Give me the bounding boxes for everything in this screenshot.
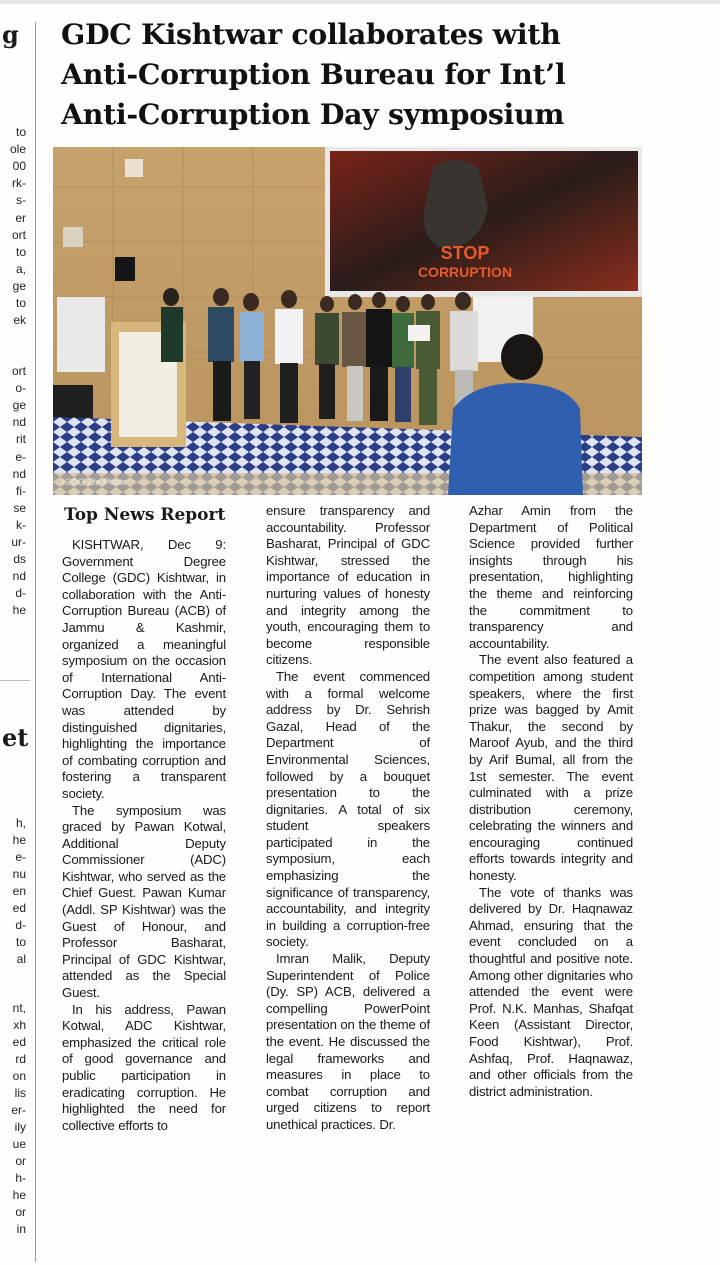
adjacent-text-fragment: h-	[15, 1171, 26, 1185]
adjacent-text-fragment: er-	[11, 1103, 26, 1117]
adjacent-text-fragment: lis	[14, 1086, 26, 1100]
adjacent-text-fragment: d-	[15, 918, 26, 932]
adjacent-text-fragment: er	[15, 210, 26, 225]
adjacent-text-fragment: ort	[11, 227, 26, 242]
adjacent-heading-fragment: et	[2, 723, 29, 752]
article-paragraph: Azhar Amin from the Department of Political Science provided further insights through his presentation, highlighting the theme and reinforcing the commitment to transparency and accountability.	[469, 503, 633, 651]
top-rule	[0, 0, 720, 4]
adjacent-text-fragment: nt,	[12, 1001, 26, 1015]
article-headline	[61, 14, 661, 134]
adjacent-text-fragment: nu	[12, 867, 26, 881]
adjacent-text-fragment: ds	[13, 552, 26, 567]
article-paragraph: The event commenced with a formal welcome address by Dr. Sehrish Gazal, Head of the Department of Environmental Sciences, followed by a bouquet presentation to the dignitaries. A total of six student speakers participated in the symposium, each emphasizing the significance of transparency, accountability, and integrity in building a corruption-free society.	[266, 668, 430, 950]
article-paragraph: The symposium was graced by Pawan Kotwal, Additional Deputy Commissioner (ADC) Kishtwar, who served as the Chief Guest. Pawan Kumar (Addl. SP Kishtwar) was the Guest of Honour, and Professor Basharat, Principal of GDC Kishtwar, attended as the Special Guest.	[62, 802, 226, 1001]
adjacent-text-fragment: 00	[12, 159, 26, 174]
adjacent-text-fragment: ge	[12, 398, 26, 413]
headline-line-2: Anti-Corruption Bureau for Int’l	[61, 57, 566, 91]
adjacent-text-fragment: or	[15, 1154, 26, 1168]
article-paragraph: The vote of thanks was delivered by Dr. Haqnawaz Ahmad, ensuring that the event concluded on a thoughtful and positive note. Among other dignitaries who attended the event were Prof. N.K. Manhas, Shafqat Keen (Assistant Director, Food Kishtwar), Prof. Ashfaq, Prof. Haqnawaz, and other officials from the district administration.	[469, 884, 633, 1099]
adjacent-text-fragment: al	[16, 952, 26, 966]
headline-line-1: GDC Kishtwar collaborates with	[61, 17, 561, 51]
adjacent-text-fragment: e-	[15, 449, 26, 464]
adjacent-text-fragment: se	[13, 500, 26, 515]
event-photo-illustration	[53, 147, 642, 495]
article-column-3	[469, 503, 633, 1100]
adjacent-text-fragment: rit	[16, 432, 26, 447]
adjacent-text-fragment: nd	[12, 466, 26, 481]
adjacent-text-fragment: nd	[12, 415, 26, 430]
adjacent-text-fragment: in	[16, 1222, 26, 1236]
adjacent-text-fragment: rk-	[12, 176, 26, 191]
adjacent-text-fragment: on	[12, 1069, 26, 1083]
article-column-2	[266, 503, 430, 1134]
column-divider	[35, 22, 36, 1262]
adjacent-text-fragment: xh	[13, 1018, 26, 1032]
adjacent-text-fragment: ily	[14, 1120, 26, 1134]
adjacent-text-fragment: ek	[13, 313, 26, 328]
adjacent-text-fragment: a,	[15, 261, 26, 276]
screen-banner-line-2: CORRUPTION	[417, 264, 513, 280]
adjacent-text-fragment: ue	[12, 1137, 26, 1151]
event-photo	[53, 147, 642, 495]
adjacent-text-fragment: ed	[12, 1035, 26, 1049]
adjacent-text-fragment: rd	[15, 1052, 26, 1066]
article-paragraph: In his address, Pawan Kotwal, ADC Kishtwar, emphasized the critical role of good governance and public participation in eradicating corruption. He highlighted the need for collective efforts to	[62, 1001, 226, 1133]
adjacent-text-fragment: he	[12, 833, 26, 847]
adjacent-text-fragment: ed	[12, 901, 26, 915]
adjacent-text-fragment: to	[15, 935, 26, 949]
adjacent-rule	[0, 680, 30, 681]
adjacent-article-fragment	[0, 0, 34, 1265]
article-paragraph: Imran Malik, Deputy Superintendent of Police (Dy. SP) ACB, delivered a compelling PowerPoint presentation on the theme of the event. He discussed the legal frameworks and measures in place to combat corruption and urged citizens to report unethical practices. Dr.	[266, 951, 430, 1132]
adjacent-text-fragment: nd	[12, 569, 26, 584]
article-column-1	[62, 537, 226, 1134]
adjacent-text-fragment: to	[15, 125, 26, 139]
article-paragraph: ensure transparency and accountability. Professor Basharat, Principal of GDC Kishtwar, stressed the importance of education in nurturing values of honesty and integrity among the youth, encouraging them to become responsible citizens.	[266, 503, 430, 668]
adjacent-text-fragment: o-	[15, 381, 26, 396]
byline: Top News Report	[64, 505, 226, 525]
adjacent-text-fragment: k-	[16, 517, 26, 532]
adjacent-text-fragment: en	[12, 884, 26, 898]
adjacent-text-fragment: he	[12, 603, 26, 618]
screen-banner-line-1: STOP	[440, 243, 490, 263]
headline-line-3: Anti-Corruption Day symposium	[61, 97, 565, 131]
photo-watermark: ICOO Zfe Photo	[62, 477, 127, 487]
adjacent-text-fragment: d-	[15, 586, 26, 601]
adjacent-text-fragment: ole	[9, 142, 26, 157]
adjacent-text-fragment: h,	[15, 816, 26, 830]
adjacent-text-fragment: or	[15, 1205, 26, 1219]
adjacent-heading-fragment: g	[2, 20, 19, 49]
adjacent-text-fragment: to	[15, 244, 26, 259]
article-paragraph: KISHTWAR, Dec 9: Government Degree College (GDC) Kishtwar, in collaboration with the Anti-Corruption Bureau (ACB) of Jammu & Kashmir, organized a meaningful symposium on the occasion of International Anti-Corruption Day. The event was attended by distinguished dignitaries, highlighting the importance of combating corruption and fostering a transparent society.	[62, 537, 226, 801]
adjacent-text-fragment: he	[12, 1188, 26, 1202]
adjacent-text-fragment: to	[15, 296, 26, 310]
adjacent-text-fragment: ur-	[11, 535, 26, 549]
adjacent-text-fragment: fi-	[16, 483, 26, 498]
article-paragraph: The event also featured a competition among student speakers, where the first prize was bagged by Amit Thakur, the second by Maroof Ayub, and the third by Arif Bumal, all from the 1st semester. The event culminated with a prize distribution ceremony, celebrating the winners and encouraging continued efforts towards integrity and honesty.	[469, 652, 633, 884]
adjacent-text-fragment: s-	[16, 193, 26, 208]
adjacent-text-fragment: ge	[12, 278, 26, 293]
adjacent-text-fragment: e-	[15, 850, 26, 864]
adjacent-text-fragment: ort	[11, 364, 26, 378]
